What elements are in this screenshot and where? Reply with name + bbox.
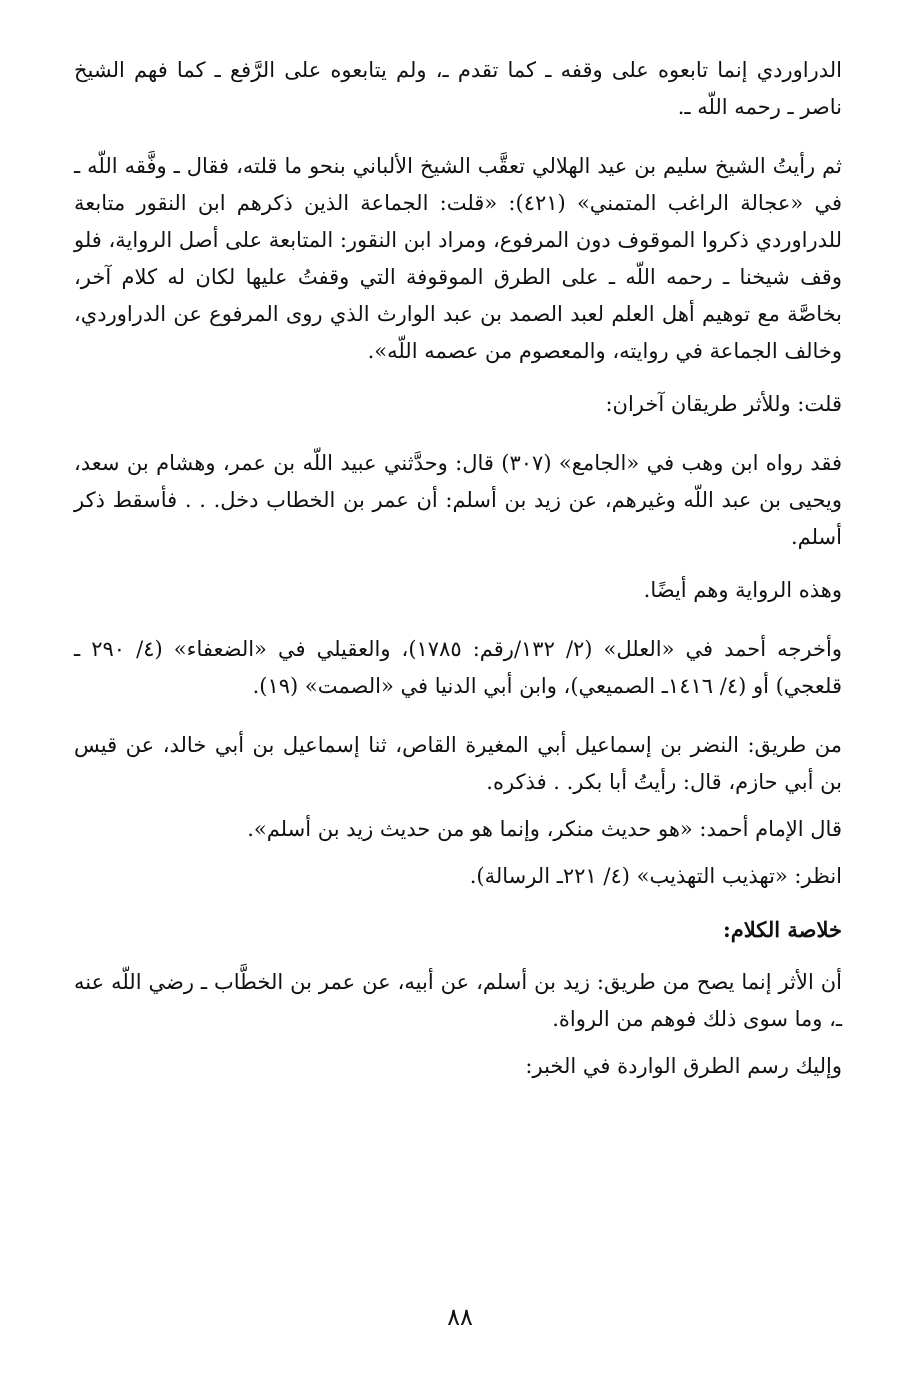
paragraph: فقد رواه ابن وهب في «الجامع» (٣٠٧) قال: وحدَّثني عبيد اللّه بن عمر، وهشام بن سعد، ويحيى بن عبد اللّه وغيرهم، عن زيد بن أسلم: أن عمر بن الخطاب دخل. . . فأسقط ذكر أسلم. bbox=[74, 451, 842, 549]
paragraph: قلت: وللأثر طريقان آخران: bbox=[605, 392, 842, 416]
paragraph: الدراوردي إنما تابعوه على وقفه ـ كما تقدم ـ، ولم يتابعوه على الرَّفع ـ كما فهم الشيخ ناصر ـ رحمه اللّه ـ. bbox=[74, 58, 842, 119]
paragraph: وهذه الرواية وهم أيضًا. bbox=[643, 578, 842, 602]
paragraph: وإليك رسم الطرق الواردة في الخبر: bbox=[525, 1054, 842, 1078]
paragraph: وأخرجه أحمد في «العلل» (٢/ ١٣٢/رقم: ١٧٨٥)، والعقيلي في «الضعفاء» (٤/ ٢٩٠ ـ قلعجي) أو (٤/ ١٤١٦ـ الصميعي)، وابن أبي الدنيا في «الصمت» (١٩). bbox=[74, 637, 842, 698]
paragraph: أن الأثر إنما يصح من طريق: زيد بن أسلم، عن أبيه، عن عمر بن الخطَّاب ـ رضي اللّه عنه ـ، وما سوى ذلك فوهم من الرواة. bbox=[74, 970, 842, 1031]
page-body bbox=[74, 52, 842, 1085]
paragraph: انظر: «تهذيب التهذيب» (٤/ ٢٢١ـ الرسالة). bbox=[469, 864, 842, 888]
section-heading: خلاصة الكلام: bbox=[722, 917, 842, 942]
paragraph: قال الإمام أحمد: «هو حديث منكر، وإنما هو من حديث زيد بن أسلم». bbox=[247, 817, 842, 841]
paragraph: من طريق: النضر بن إسماعيل أبي المغيرة القاص، ثنا إسماعيل بن أبي خالد، عن قيس بن أبي حازم، قال: رأيتُ أبا بكر. . فذكره. bbox=[74, 733, 842, 794]
page-number: ٨٨ bbox=[447, 1303, 473, 1331]
paragraph: ثم رأيتُ الشيخ سليم بن عيد الهلالي تعقَّب الشيخ الألباني بنحو ما قلته، فقال ـ وفَّقه اللّه ـ في «عجالة الراغب المتمني» (٤٢١): «قلت: الجماعة الذين ذكرهم ابن النقور متابعة للدراوردي ذكروا الموقوف دون المرفوع، ومراد ابن النقور: المتابعة على أصل الرواية، فلو وقف شيخنا ـ رحمه اللّه ـ على الطرق الموقوفة التي وقفتُ عليها لكان له كلام آخر، بخاصَّة مع توهيم أهل العلم لعبد الصمد بن عبد الوارث الذي روى المرفوع عن الدراوردي، وخالف الجماعة في روايته، والمعصوم من عصمه اللّه». bbox=[74, 154, 842, 363]
